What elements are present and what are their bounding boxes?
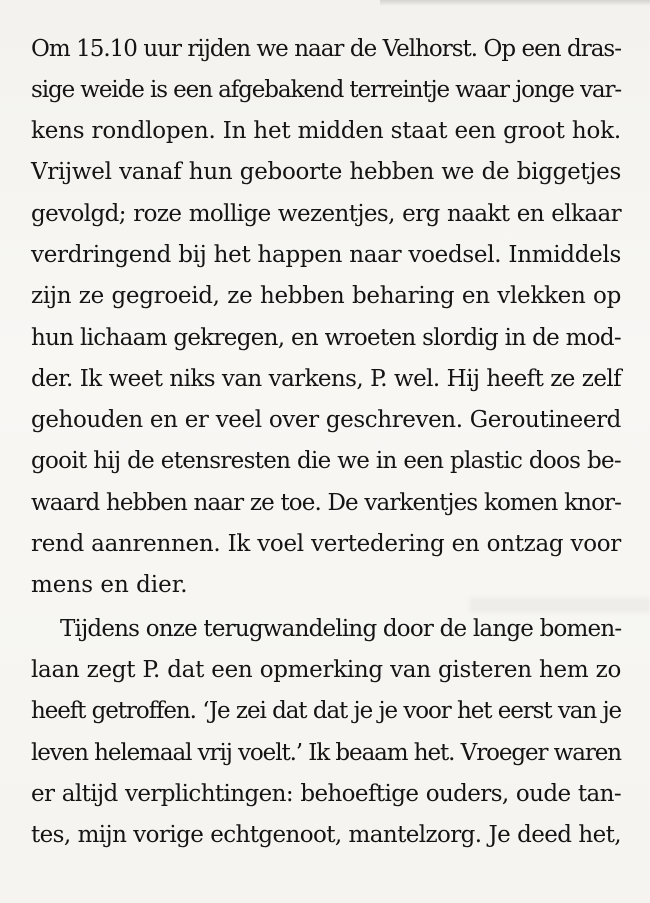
text-line: Vrijwel vanaf hun geboorte hebben we de biggetjes: [31, 159, 621, 185]
text-line: tes, mijn vorige echtgenoot, mantelzorg. Je deed het,: [31, 822, 621, 848]
text-line: heeft getroffen. ‘Je zei dat dat je je voor het eerst van je: [31, 698, 621, 724]
text-line: leven helemaal vrij voelt.’ Ik beaam het. Vroeger waren: [31, 740, 621, 766]
text-line: laan zegt P. dat een opmerking van gisteren hem zo: [31, 657, 621, 683]
text-line: der. Ik weet niks van varkens, P. wel. Hij heeft ze zelf: [31, 366, 621, 392]
text-line: Tijdens onze terugwandeling door de lange bomen-: [60, 616, 622, 642]
text-line: waard hebben naar ze toe. De varkentjes komen knor-: [31, 490, 621, 516]
text-line: hun lichaam gekregen, en wroeten slordig in de mod-: [31, 325, 621, 351]
text-line: Om 15.10 uur rijden we naar de Velhorst. Op een dras-: [31, 36, 621, 62]
text-line: gehouden en er veel over geschreven. Geroutineerd: [31, 407, 621, 433]
text-line: gooit hij de etensresten die we in een plastic doos be-: [31, 448, 621, 474]
text-line: kens rondlopen. In het midden staat een groot hok.: [31, 118, 621, 144]
text-line: rend aanrennen. Ik voel vertedering en ontzag voor: [31, 531, 621, 557]
page-edge-shadow: [380, 0, 650, 6]
text-line: sige weide is een afgebakend terreintje waar jonge var-: [31, 77, 622, 103]
text-line: gevolgd; roze mollige wezentjes, erg naakt en elkaar: [31, 201, 621, 227]
text-line: verdringend bij het happen naar voedsel. Inmiddels: [31, 242, 621, 268]
text-line: er altijd verplichtingen: behoeftige ouders, oude tan-: [31, 781, 621, 807]
text-line: zijn ze gegroeid, ze hebben beharing en vlekken op: [31, 283, 621, 309]
text-line: mens en dier.: [31, 572, 188, 598]
